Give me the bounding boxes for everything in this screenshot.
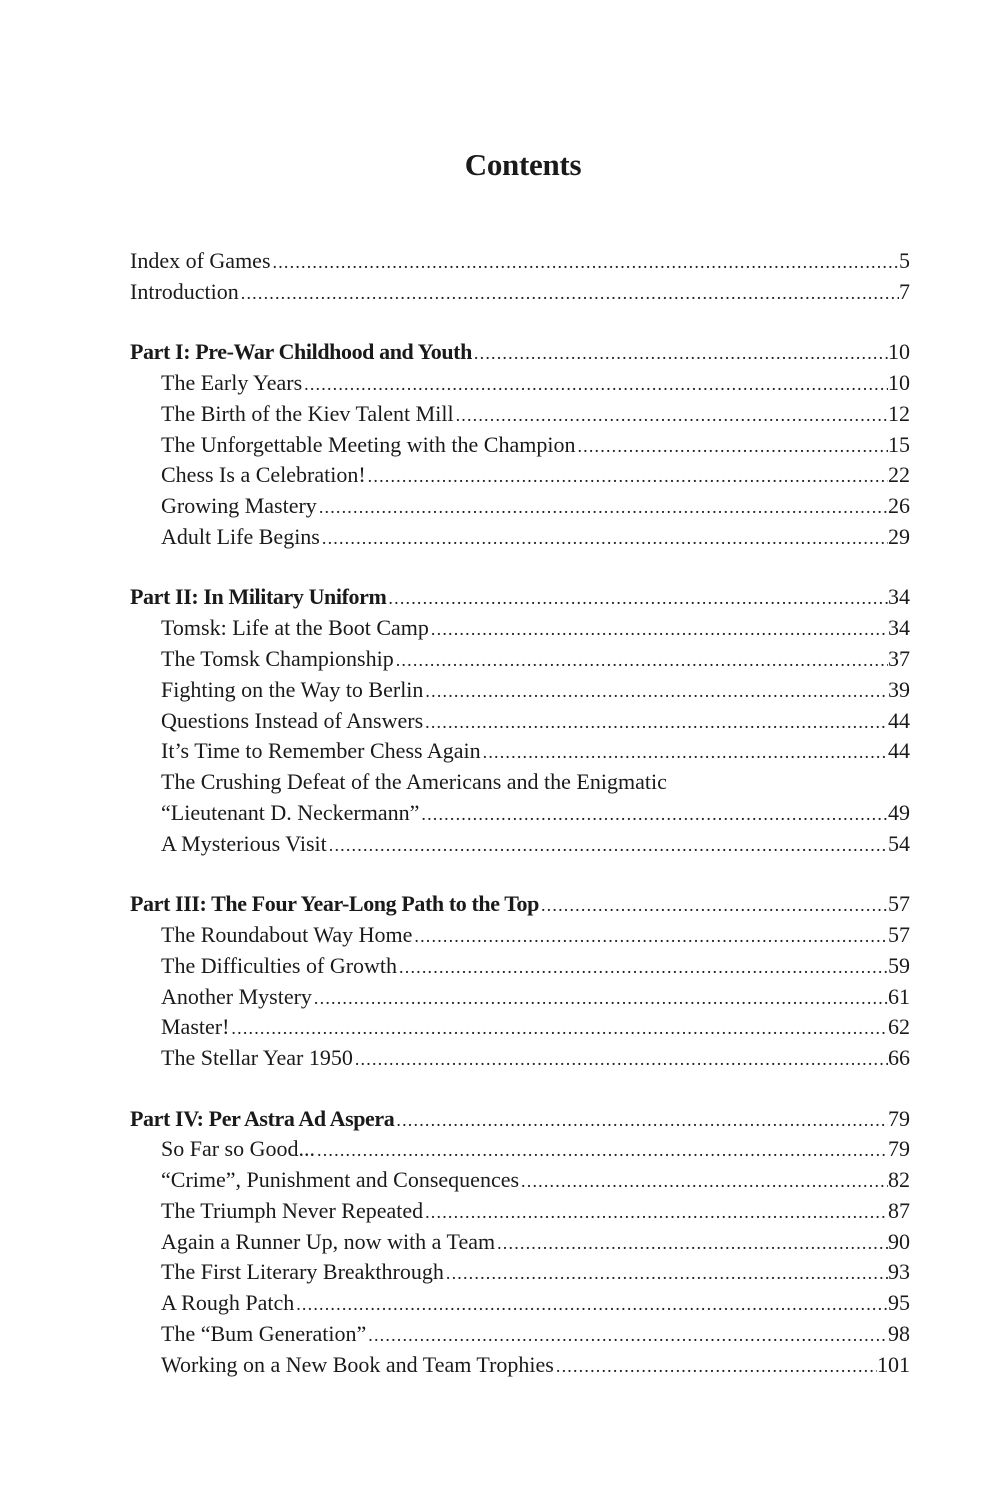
toc-part-3[interactable]	[130, 889, 910, 920]
toc-chapter-label: So Far so Good...	[161, 1136, 316, 1162]
toc-part-label: Part II: In Military Uniform	[130, 584, 387, 610]
toc-chapter-label: Working on a New Book and Team Trophies	[161, 1351, 554, 1377]
toc-chapter[interactable]	[130, 522, 910, 553]
toc-entry-introduction[interactable]	[130, 277, 910, 308]
toc-page-number: 79	[888, 1105, 910, 1131]
toc-page-number: 54	[888, 830, 910, 856]
dot-leader	[425, 1197, 888, 1227]
toc-chapter-label: “Lieutenant D. Neckermann”	[161, 799, 420, 825]
toc-chapter-label: The Unforgettable Meeting with the Champion	[161, 431, 576, 457]
section-gap	[130, 860, 910, 890]
toc-chapter[interactable]	[130, 1043, 910, 1074]
toc-page-number: 79	[888, 1136, 910, 1162]
toc-part-label: Part III: The Four Year-Long Path to the Top	[130, 891, 539, 917]
toc-chapter-label: Chess Is a Celebration!	[161, 462, 366, 488]
toc-chapter[interactable]	[130, 829, 910, 860]
toc-page-number: 7	[899, 278, 910, 304]
toc-chapter[interactable]	[130, 736, 910, 767]
toc-chapter-label: The Roundabout Way Home	[161, 921, 413, 947]
toc-chapter-label: Another Mystery	[161, 983, 312, 1009]
toc-chapter-label: Again a Runner Up, now with a Team	[161, 1228, 496, 1254]
toc-chapter[interactable]	[130, 1196, 910, 1227]
toc-page-number: 66	[888, 1045, 910, 1071]
dot-leader	[368, 461, 888, 491]
dot-leader	[314, 983, 888, 1013]
toc-chapter-label: The First Literary Breakthrough	[161, 1259, 444, 1285]
toc-chapter[interactable]	[130, 460, 910, 491]
toc-page-number: 59	[888, 952, 910, 978]
toc-chapter[interactable]	[130, 706, 910, 737]
dot-leader	[368, 1320, 888, 1350]
toc-page-number: 93	[888, 1259, 910, 1285]
toc-chapter-label: It’s Time to Remember Chess Again	[161, 738, 481, 764]
dot-leader	[355, 1044, 888, 1074]
toc-page-number: 15	[888, 431, 910, 457]
toc-entry-label: Index of Games	[130, 248, 271, 273]
toc-chapter-label: The Birth of the Kiev Talent Mill	[161, 400, 454, 426]
dot-leader	[483, 737, 888, 767]
toc-page-number: 44	[888, 738, 910, 764]
dot-leader	[474, 338, 888, 368]
toc-page-number: 82	[888, 1167, 910, 1193]
toc-chapter-label: The Early Years	[161, 369, 303, 395]
dot-leader	[431, 614, 888, 644]
toc-chapter-label: Growing Mastery	[161, 493, 317, 519]
dot-leader	[414, 921, 888, 951]
toc-page-number: 39	[888, 676, 910, 702]
page-title: Contents	[464, 147, 582, 182]
section-gap	[130, 308, 910, 338]
toc-chapter-label: The Triumph Never Repeated	[161, 1197, 424, 1223]
toc-chapter-label: Fighting on the Way to Berlin	[161, 676, 424, 702]
toc-chapter[interactable]	[130, 951, 910, 982]
toc-page-number: 34	[888, 615, 910, 641]
dot-leader	[577, 431, 888, 461]
toc-chapter-label: The “Bum Generation”	[161, 1321, 367, 1347]
toc-page-number: 90	[888, 1228, 910, 1254]
toc-chapter[interactable]	[130, 982, 910, 1013]
dot-leader	[319, 492, 888, 522]
toc-page-number: 10	[888, 369, 910, 395]
dot-leader	[273, 247, 899, 277]
dot-leader	[388, 583, 888, 613]
toc-chapter[interactable]	[130, 1134, 910, 1165]
toc-chapter-label: Questions Instead of Answers	[161, 707, 424, 733]
toc-page-number: 61	[888, 983, 910, 1009]
toc-entry-label: Introduction	[130, 278, 239, 304]
toc-chapter-label: A Rough Patch	[161, 1290, 295, 1316]
toc-chapter-label-line1[interactable]: The Crushing Defeat of the Americans and the Enigmatic	[161, 769, 667, 795]
toc-chapter[interactable]	[130, 368, 910, 399]
dot-leader	[425, 707, 888, 737]
toc-chapter[interactable]	[130, 399, 910, 430]
dot-leader	[296, 1289, 888, 1319]
dot-leader	[521, 1166, 888, 1196]
toc-chapter[interactable]	[130, 1012, 910, 1043]
toc-entry-index-of-games[interactable]	[130, 246, 910, 277]
toc-part-4[interactable]	[130, 1104, 910, 1135]
toc-page-number: 29	[888, 523, 910, 549]
toc-page-number: 37	[888, 645, 910, 671]
toc-page-number: 57	[888, 921, 910, 947]
dot-leader	[421, 799, 888, 829]
toc-page-number: 22	[888, 462, 910, 488]
toc-page-number: 12	[888, 400, 910, 426]
dot-leader	[322, 523, 888, 553]
toc-chapter-label: Master!	[161, 1014, 230, 1040]
dot-leader	[231, 1013, 888, 1043]
toc-chapter[interactable]	[130, 1227, 910, 1258]
section-gap	[130, 1074, 910, 1104]
toc-part-label: Part I: Pre-War Childhood and Youth	[130, 339, 472, 365]
toc-chapter[interactable]	[130, 491, 910, 522]
toc-page-number: 10	[888, 339, 910, 365]
toc-page-number: 98	[888, 1321, 910, 1347]
toc-part-1[interactable]	[130, 337, 910, 368]
toc-chapter[interactable]	[130, 1350, 910, 1381]
toc-chapter[interactable]	[130, 644, 910, 675]
toc-chapter-label: Tomsk: Life at the Boot Camp	[161, 615, 429, 641]
toc-page-number: 5	[899, 248, 910, 273]
toc-page-number: 49	[888, 799, 910, 825]
table-of-contents	[130, 246, 910, 1381]
section-gap	[130, 553, 910, 583]
dot-leader	[446, 1258, 888, 1288]
toc-part-2[interactable]	[130, 582, 910, 613]
toc-chapter-label: The Difficulties of Growth	[161, 952, 398, 978]
dot-leader	[396, 645, 888, 675]
toc-page-number: 101	[877, 1351, 910, 1377]
toc-chapter[interactable]	[130, 1319, 910, 1350]
toc-page-number: 95	[888, 1290, 910, 1316]
toc-chapter[interactable]	[130, 675, 910, 706]
toc-chapter[interactable]	[130, 613, 910, 644]
dot-leader	[317, 1135, 888, 1165]
dot-leader	[556, 1351, 877, 1381]
toc-chapter-label: The Tomsk Championship	[161, 645, 394, 671]
toc-page-number: 87	[888, 1197, 910, 1223]
toc-part-label: Part IV: Per Astra Ad Aspera	[130, 1105, 395, 1131]
toc-page-number: 44	[888, 707, 910, 733]
toc-chapter-label: Adult Life Begins	[161, 523, 320, 549]
toc-chapter[interactable]	[130, 920, 910, 951]
toc-chapter-label: The Stellar Year 1950	[161, 1045, 353, 1071]
dot-leader	[456, 400, 888, 430]
dot-leader	[304, 369, 888, 399]
toc-page-number: 62	[888, 1014, 910, 1040]
dot-leader	[425, 676, 888, 706]
toc-chapter[interactable]	[130, 1257, 910, 1288]
toc-chapter-label: A Mysterious Visit	[161, 830, 327, 856]
toc-page-number: 26	[888, 493, 910, 519]
toc-chapter[interactable]	[130, 798, 910, 829]
toc-chapter[interactable]	[130, 430, 910, 461]
dot-leader	[399, 952, 888, 982]
dot-leader	[396, 1105, 888, 1135]
toc-chapter-label: “Crime”, Punishment and Consequences	[161, 1167, 520, 1193]
dot-leader	[329, 830, 888, 860]
toc-chapter[interactable]	[130, 1165, 910, 1196]
toc-page-number: 57	[888, 891, 910, 917]
toc-page-number: 34	[888, 584, 910, 610]
dot-leader	[497, 1228, 888, 1258]
dot-leader	[241, 278, 899, 308]
toc-chapter[interactable]	[130, 1288, 910, 1319]
dot-leader	[541, 890, 888, 920]
